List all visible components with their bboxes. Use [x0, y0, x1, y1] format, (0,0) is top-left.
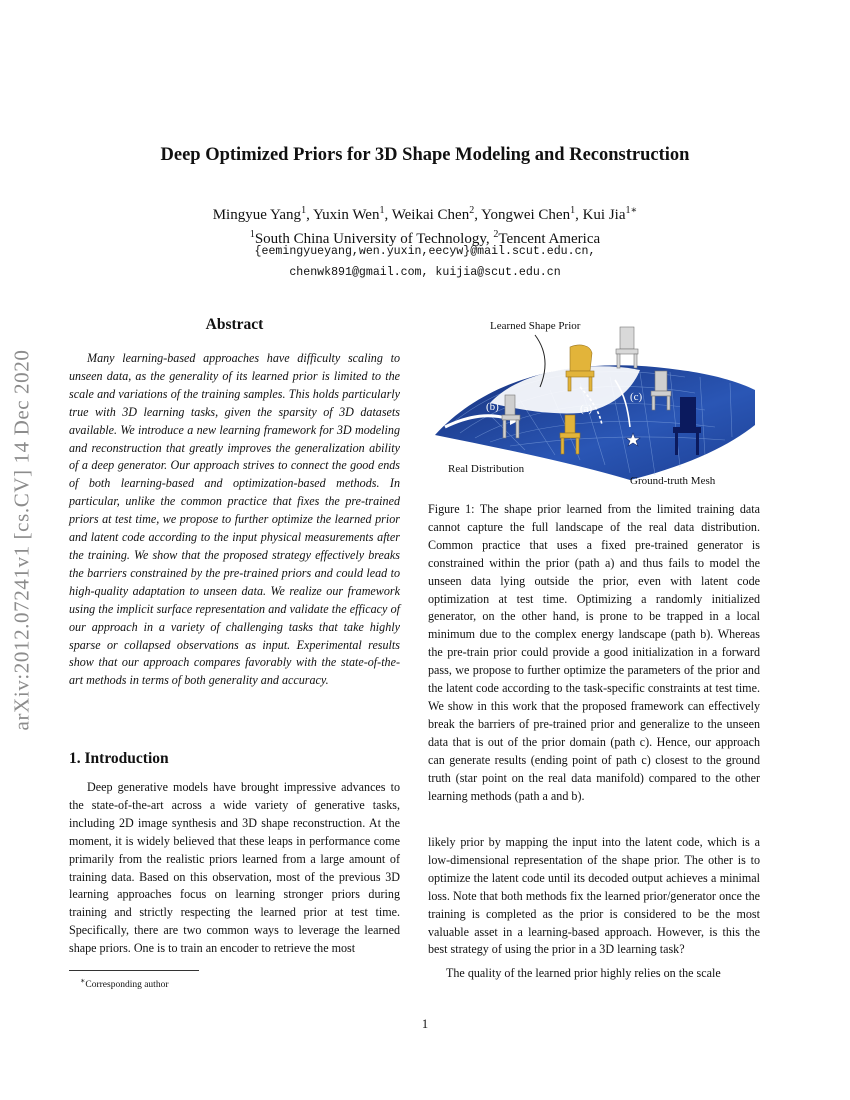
introduction-heading: 1. Introduction: [69, 750, 169, 767]
author-name: Yuxin Wen: [313, 207, 380, 223]
abstract-text: Many learning-based approaches have difficulty scaling to unseen data, as the generality of its learned prior is limited to the scale and variations of the training samples. This holds particularly true with 3D learning tasks, given the sparsity of 3D datasets available. We introduce a new learning framework for 3D modeling and reconstruction that greatly improves the generalization ability of a deep generator. Our approach strives to connect the good ends of both learning-based and optimization-based methods. In particular, unlike the common practice that fixes the pre-trained priors at test time, we propose to further optimize the learned prior and latent code according to the input physical measurements after the training. We show that the proposed strategy effectively breaks the barriers constrained by the pre-trained priors and could lead to high-quality adaptation to unseen data. We realize our framework using the implicit surface representation and validate the efficacy of our approach in a variety of challenging tasks that take highly sparse or collapsed observations as input. Experimental results show that our approach compares favorably with the state-of-the-art methods in terms of both generality and accuracy.: [69, 351, 400, 688]
email-line: {eemingyueyang,wen.yuxin,eecyw}@mail.scut.edu.cn,: [254, 245, 596, 258]
author-separator: ,: [474, 207, 482, 223]
abstract-heading: Abstract: [205, 316, 264, 333]
paragraph: The quality of the learned prior highly relies on the scale: [446, 966, 721, 981]
affiliation-1: South China University of Technology,: [254, 231, 494, 247]
introduction-text: Deep generative models have brought impressive advances to the state-of-the-art across a wide variety of generative tasks, including 2D image synthesis and 3D shape reconstruction. At the moment, it is widely believed that these leaps in performance come primarily from the realistic priors learned from a large amount of training data. Based on this observation, most of the previous 3D learning approaches focus on learning stronger priors during training and strictly respecting the learned prior at test time. Specifically, there are two common ways to leverage the learned shape priors. One is to train an encoder to retrieve the most: [69, 780, 400, 956]
email-block: [0, 241, 850, 283]
footnote-mark: ∗: [80, 976, 86, 985]
author-separator: ,: [384, 207, 392, 223]
arxiv-stamp-text: arXiv:2012.07241v1 [cs.CV] 14 Dec 2020: [9, 349, 34, 731]
footnote: [80, 976, 169, 990]
paper-title: Deep Optimized Priors for 3D Shape Modeling and Reconstruction: [160, 145, 690, 165]
author-name: Yongwei Chen: [481, 207, 571, 223]
email-line: chenwk891@gmail.com, kuijia@scut.edu.cn: [289, 266, 561, 279]
author-name: Mingyue Yang: [212, 207, 302, 223]
path-c-label: (c): [630, 391, 643, 403]
author-separator: ,: [575, 207, 583, 223]
affiliation-mark: 2: [469, 205, 475, 216]
author-name: Weikai Chen: [391, 207, 470, 223]
learned-shape-prior-label: Learned Shape Prior: [490, 320, 581, 332]
path-a-label: (a): [580, 403, 593, 415]
right-column-text: [428, 834, 760, 983]
author-names: [0, 201, 850, 225]
figure-caption: Figure 1: The shape prior learned from the limited training data cannot capture the full landscape of the real data distribution. Common practice that uses a fixed pre-trained generator is constrained within the prior (path a) and thus fails to model the unseen data lying outside the prior, even with latent code optimization at test time. Optimizing a randomly initialized generator, on the other hand, is prone to be trapped in a local minimum due to the complex energy landscape (path b). Whereas the pre-train prior could provide a good initialization in a forward pass, we propose to further optimize the parameters of the prior and the latent code according to the task-specific constraints at test time. We show in this work that the proposed framework can effectively break the barriers of pre-trained prior and generalize to the unseen data that is out of the prior domain (path c). Hence, our approach can generate results (ending point of path c) closest to the ground truth (star point on the real data manifold) compared to the other learning methods (path a and b).: [428, 502, 760, 803]
affiliation-2: Tencent America: [498, 231, 601, 247]
affiliation-mark: 2: [493, 229, 499, 240]
figure-1: [430, 315, 760, 495]
page-number: 1: [421, 1017, 429, 1031]
paragraph: likely prior by mapping the input into the latent code, which is a low-dimensional representation of the shape prior. The other is to optimize the latent code until its decoded output achieves a minimal loss. Note that both methods fix the learned prior/generator once the training is completed as the prior is considered to be the most valuable asset in a learning-based approach. However, is this the best strategy of using the prior in a 3D learning task?: [428, 835, 760, 957]
affiliation-mark: 1: [301, 205, 307, 216]
affiliation-mark: 1∗: [625, 205, 638, 216]
affiliation-mark: 1: [249, 229, 255, 240]
affiliation-mark: 1: [570, 205, 576, 216]
white-chair: [616, 327, 638, 368]
real-distribution-label: Real Distribution: [448, 463, 525, 475]
arxiv-stamp: [0, 290, 44, 790]
author-name: Kui Jia: [582, 207, 626, 223]
affiliation-mark: 1: [379, 205, 385, 216]
ground-truth-mesh-label: Ground-truth Mesh: [630, 475, 716, 487]
path-b-label: (b): [486, 401, 499, 413]
footnote-text: Corresponding author: [85, 980, 169, 991]
footnote-rule: [69, 970, 199, 971]
author-separator: ,: [306, 207, 314, 223]
